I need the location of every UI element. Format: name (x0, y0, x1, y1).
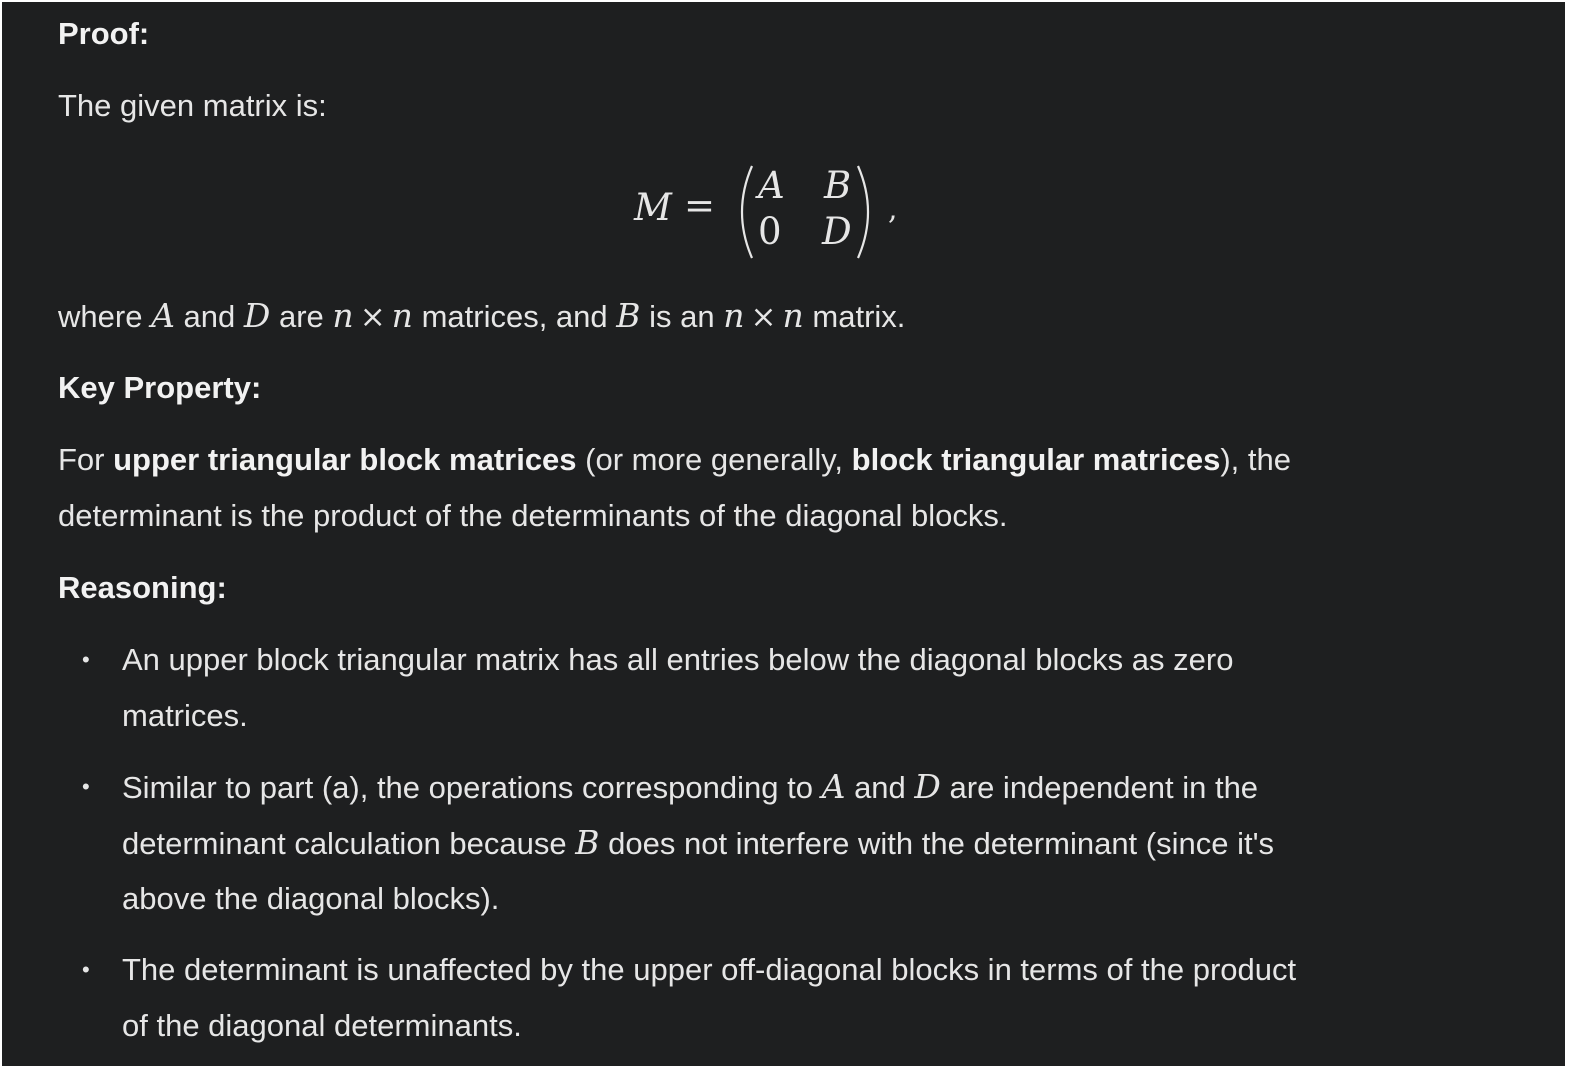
bullet-marker: • (82, 774, 90, 799)
eq-a22: D (822, 210, 852, 253)
where-line (58, 296, 905, 337)
key-bold-2: block triangular matrices (851, 442, 1221, 477)
key-paragraph-line-1 (58, 440, 1291, 480)
math-times: × (750, 299, 777, 335)
eq-a11: A (758, 164, 785, 207)
document-panel (2, 2, 1565, 1066)
eq-trail: , (888, 192, 898, 227)
bullet-2-line-3: above the diagonal blocks). (122, 881, 500, 916)
eq-lhs: M (634, 186, 672, 229)
where-text-6: matrix. (812, 299, 906, 334)
intro-text: The given matrix is: (58, 88, 327, 123)
bullet-1-line-2: matrices. (122, 698, 248, 733)
math-D: D (243, 296, 271, 335)
where-text-4: matrices, and (421, 299, 608, 334)
bullet-2-text-4: determinant calculation because (122, 826, 567, 861)
bullet-marker: • (82, 647, 90, 672)
bullet-3-line-2: of the diagonal determinants. (122, 1008, 522, 1043)
heading-reasoning: Reasoning: (58, 570, 227, 605)
where-text-3: are (278, 299, 324, 334)
math-B: B (616, 296, 641, 335)
math-n: n (391, 296, 413, 335)
eq-equals: = (684, 184, 716, 227)
bullet-2-line-1 (122, 767, 1258, 808)
heading-proof: Proof: (58, 16, 150, 51)
eq-a12: B (824, 164, 852, 207)
math-times: × (359, 299, 386, 335)
math-n: n (782, 296, 804, 335)
heading-key-property: Key Property: (58, 370, 262, 405)
left-paren (728, 162, 758, 262)
bullet-2-line-2 (122, 823, 1274, 864)
key-text-1: For (58, 442, 114, 477)
math-D: D (914, 767, 941, 806)
bullet-1-line-1: An upper block triangular matrix has all entries below the diagonal blocks as zero (122, 642, 1234, 677)
math-B: B (575, 823, 600, 862)
math-n: n (723, 296, 745, 335)
key-text-3: ), the (1220, 442, 1291, 477)
matrix-equation (630, 162, 920, 262)
where-text-1: where (58, 299, 143, 334)
bullet-3-line-1: The determinant is unaffected by the upper off-diagonal blocks in terms of the product (122, 952, 1297, 987)
where-text-5: is an (649, 299, 715, 334)
math-A: A (821, 767, 846, 806)
key-text-2: (or more generally, (576, 442, 852, 477)
bullet-2-text-2: and (854, 770, 906, 805)
where-text-2: and (183, 299, 236, 334)
right-paren (852, 162, 882, 262)
bullet-marker: • (82, 957, 90, 982)
bullet-2-text-1: Similar to part (a), the operations corresponding to (122, 770, 813, 805)
math-A: A (151, 296, 175, 335)
bullet-2-text-3: are independent in the (949, 770, 1259, 805)
bullet-2-text-5: does not interfere with the determinant (since it's (608, 826, 1275, 861)
eq-a21: 0 (758, 210, 782, 253)
key-paragraph-line-2: determinant is the product of the determinants of the diagonal blocks. (58, 498, 1008, 533)
key-bold-1: upper triangular block matrices (113, 442, 577, 477)
math-n: n (332, 296, 354, 335)
